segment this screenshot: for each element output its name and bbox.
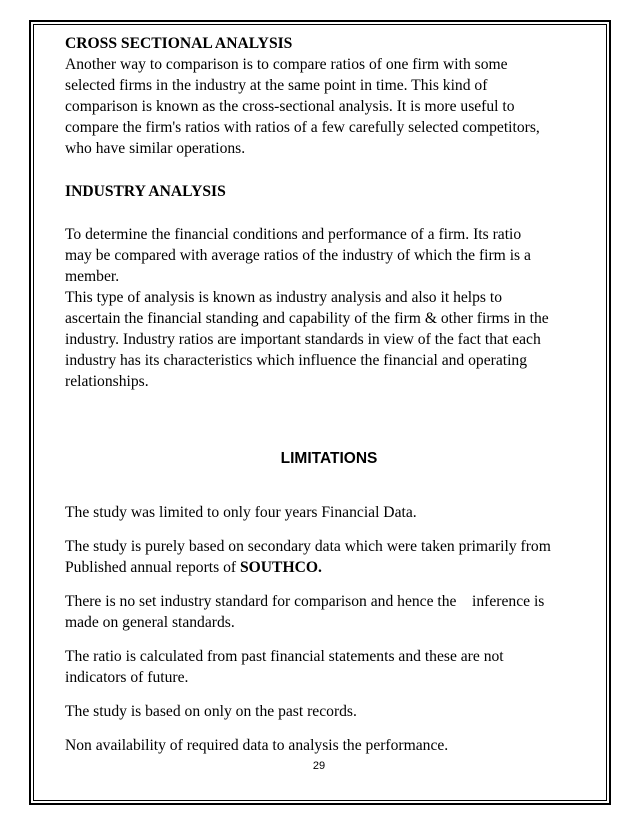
cross-sectional-line-1: Another way to comparison is to compare ratios of one firm with some	[65, 56, 508, 73]
limitation-item-6: Non availability of required data to analysis the performance.	[65, 737, 449, 754]
industry-paragraph-2	[65, 287, 589, 392]
company-name: SOUTHCO.	[239, 559, 322, 576]
page-number: 29	[312, 760, 326, 772]
industry-p1-line-1: To determine the financial conditions and performance of a firm. Its ratio	[65, 226, 522, 243]
industry-heading: INDUSTRY ANALYSIS	[65, 183, 226, 200]
cross-sectional-line-2: selected firms in the industry at the same point in time. This kind of	[65, 77, 488, 94]
industry-p2-line-3: industry. Industry ratios are important standards in view of the fact that each	[65, 331, 541, 348]
limitation-item-2	[65, 536, 589, 578]
industry-p1-line-3: member.	[65, 268, 120, 285]
industry-section	[65, 181, 589, 392]
industry-p2-line-1: This type of analysis is known as industry analysis and also it helps to	[65, 289, 503, 306]
limitation-item-5: The study is based on only on the past records.	[65, 703, 357, 720]
cross-sectional-line-3: comparison is known as the cross-sectional analysis. It is more useful to	[65, 98, 515, 115]
industry-p2-line-2: ascertain the financial standing and capability of the firm & other firms in the	[65, 310, 549, 327]
limitation-item-2-prefix: Published annual reports of	[65, 559, 237, 576]
cross-sectional-section	[65, 33, 589, 159]
industry-p2-line-4: industry has its characteristics which influence the financial and operating	[65, 352, 528, 369]
limitation-item-4-line-2: indicators of future.	[65, 669, 189, 686]
limitation-item-4	[65, 646, 589, 688]
limitation-item-1: The study was limited to only four years Financial Data.	[65, 504, 417, 521]
cross-sectional-line-4: compare the firm's ratios with ratios of a few carefully selected competitors,	[65, 119, 540, 136]
limitation-item-2-line-2	[65, 557, 589, 578]
limitation-item-3-line-2: made on general standards.	[65, 614, 235, 631]
limitation-item-3	[65, 591, 589, 633]
document-page	[65, 33, 589, 756]
limitation-item-2-line-1: The study is purely based on secondary data which were taken primarily from	[65, 538, 551, 555]
industry-p2-line-5: relationships.	[65, 373, 149, 390]
limitations-list	[65, 502, 589, 756]
industry-paragraph-1	[65, 224, 589, 287]
cross-sectional-line-5: who have similar operations.	[65, 140, 246, 157]
cross-sectional-heading: CROSS SECTIONAL ANALYSIS	[65, 35, 293, 52]
limitations-title: LIMITATIONS	[280, 450, 378, 467]
industry-p1-line-2: may be compared with average ratios of the industry of which the firm is a	[65, 247, 531, 264]
limitation-item-3-line-1: There is no set industry standard for comparison and hence the inference is	[65, 593, 545, 610]
limitation-item-4-line-1: The ratio is calculated from past financial statements and these are not	[65, 648, 504, 665]
